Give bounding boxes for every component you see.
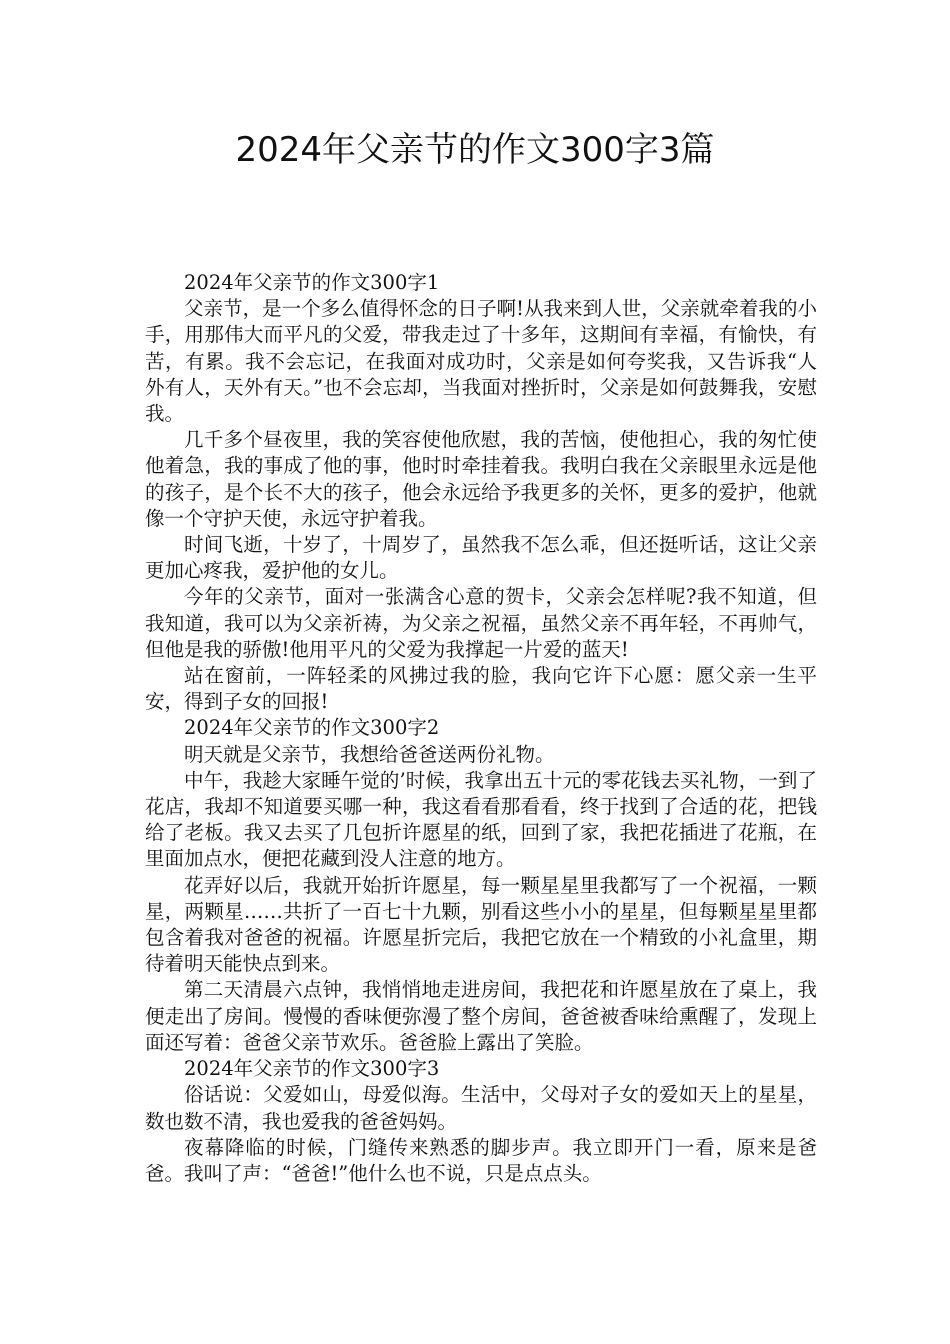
paragraph: 几千多个昼夜里，我的笑容使他欣慰，我的苦恼，使他担心，我的匆忙使他着急，我的事成了他的事，他时时牵挂着我。我明白我在父亲眼里永远是他的孩子，是个长不大的孩子，他会永远给予我更多的关怀，更多的爱护，他就像一个守护天使，永远守护着我。 bbox=[145, 428, 817, 530]
paragraph: 中午，我趁大家睡午觉的’时候，我拿出五十元的零花钱去买礼物，一到了花店，我却不知道要买哪一种，我这看看那看看，终于找到了合适的花，把钱给了老板。我又去买了几包折许愿星的纸，回到了家，我把花插进了花瓶，在里面加点水，便把花藏到没人注意的地方。 bbox=[145, 768, 817, 871]
paragraph: 时间飞逝，十岁了，十周岁了，虽然我不怎么乖，但还挺听话，这让父亲更加心疼我，爱护他的女儿。 bbox=[145, 533, 817, 583]
paragraph: 俗话说：父爱如山，母爱似海。生活中，父母对子女的爱如天上的星星，数也数不清，我也爱我的爸爸妈妈。 bbox=[145, 1083, 817, 1133]
paragraph: 父亲节，是一个多么值得怀念的日子啊!从我来到人世，父亲就牵着我的小手，用那伟大而平凡的父爱，带我走过了十多年，这期间有幸福，有愉快，有苦，有累。我不会忘记，在我面对成功时，父亲是如何夸奖我，又告诉我“人外有人，天外有天。”也不会忘却，当我面对挫折时，父亲是如何鼓舞我，安慰我。 bbox=[145, 297, 817, 426]
section-heading-2: 2024年父亲节的作文300字2 bbox=[184, 716, 440, 740]
document-title: 2024年父亲节的作文300字3篇 bbox=[235, 130, 715, 170]
paragraph: 今年的父亲节，面对一张满含心意的贺卡，父亲会怎样呢?我不知道，但我知道，我可以为父亲祈祷，为父亲之祝福，虽然父亲不再年轻，不再帅气，但他是我的骄傲!他用平凡的父爱为我撑起一片爱的蓝天! bbox=[145, 585, 817, 661]
section-heading-1: 2024年父亲节的作文300字1 bbox=[184, 271, 440, 294]
paragraph: 明天就是父亲节，我想给爸爸送两份礼物。 bbox=[184, 742, 555, 766]
paragraph: 第二天清晨六点钟，我悄悄地走进房间，我把花和许愿星放在了桌上，我便走出了房间。慢慢的香味便弥漫了整个房间，爸爸被香味给熏醒了，发现上面还写着：爸爸父亲节欢乐。爸爸脸上露出了笑脸。 bbox=[145, 978, 817, 1054]
paragraph: 花弄好以后，我就开始折许愿星，每一颗星星里我都写了一个祝福，一颗星，两颗星……共折了一百七十九颗，别看这些小小的星星，但每颗星星里都包含着我对爸爸的祝福。许愿星折完后，我把它放在一个精致的小礼盒里，期待着明天能快点到来。 bbox=[145, 873, 817, 976]
paragraph: 夜幕降临的时候，门缝传来熟悉的脚步声。我立即开门一看，原来是爸爸。我叫了声：“爸爸!”他什么也不说，只是点点头。 bbox=[145, 1135, 817, 1185]
document-body bbox=[145, 270, 817, 1187]
section-heading-3: 2024年父亲节的作文300字3 bbox=[184, 1057, 440, 1081]
paragraph: 站在窗前，一阵轻柔的风拂过我的脸，我向它许下心愿：愿父亲一生平安，得到子女的回报! bbox=[145, 664, 817, 714]
